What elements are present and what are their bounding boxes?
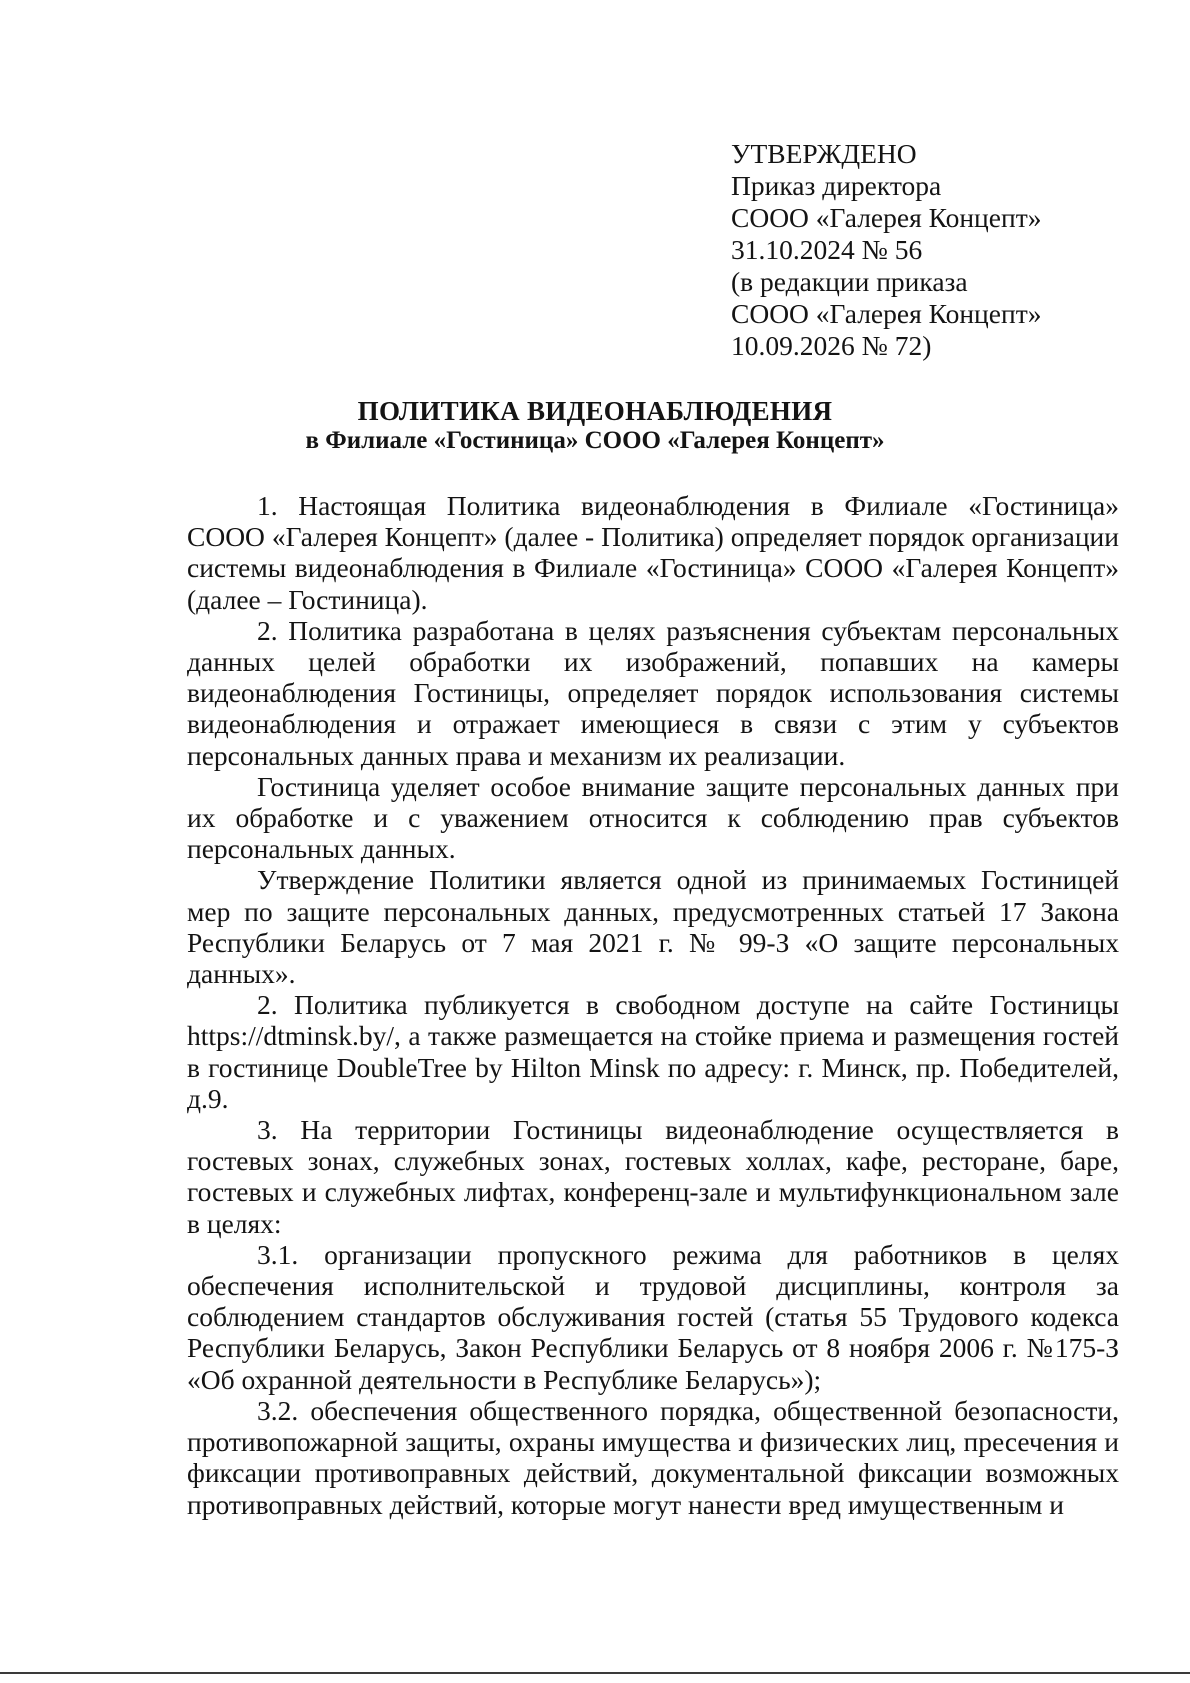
paragraph-3: Гостиница уделяет особое внимание защите персональных данных при их обработке и с уважением относится к соблюдению прав субъектов персональных данных.: [187, 770, 1119, 865]
approval-heading: УТВЕРЖДЕНО: [731, 138, 917, 169]
paragraph-8: 3.2. обеспечения общественного порядка, общественной безопасности, противопожарной защиты, охраны имущества и физических лиц, пресечения и фиксации противоправных действий, документальной фиксации возможных противоправных действий, которые могут нанести вред имущественным и: [187, 1394, 1119, 1520]
document-body: [187, 490, 1119, 1520]
approval-company-line: СООО «Галерея Концепт»: [731, 202, 1042, 233]
document-title: ПОЛИТИКА ВИДЕОНАБЛЮДЕНИЯ: [357, 396, 833, 426]
document-title-block: [0, 396, 1190, 456]
paragraph-5: 2. Политика публикуется в свободном доступе на сайте Гостиницы https://dtminsk.by/, а также размещается на стойке приема и размещения гостей в гостинице DoubleTree by Hilton Minsk по адресу: г. Минск, пр. Победителей, д.9.: [187, 989, 1119, 1114]
approval-date-number: 31.10.2024 № 56: [731, 234, 923, 265]
document-subtitle: в Филиале «Гостиница» СООО «Галерея Концепт»: [305, 427, 885, 454]
paragraph-6: 3. На территории Гостиницы видеонаблюдение осуществляется в гостевых зонах, служебных зонах, гостевых холлах, кафе, ресторане, баре, гостевых и служебных лифтах, конференц-зале и мультифункциональном зале в целях:: [187, 1114, 1119, 1239]
scan-edge-line: [0, 1672, 1190, 1674]
approval-revision-date: 10.09.2026 № 72): [731, 330, 932, 361]
approval-revision-line: (в редакции приказа: [731, 266, 968, 297]
paragraph-2: 2. Политика разработана в целях разъяснения субъектам персональных данных целей обработки их изображений, попавших на камеры видеонаблюдения Гостиницы, определяет порядок использования системы видеонаблюдения и отражает имеющиеся в связи с этим у субъектов персональных данных права и механизм их реализации.: [187, 614, 1119, 771]
paragraph-1: 1. Настоящая Политика видеонаблюдения в Филиале «Гостиница» СООО «Галерея Концепт» (далее - Политика) определяет порядок организации системы видеонаблюдения в Филиале «Гостиница» СООО «Галерея Концепт» (далее – Гостиница).: [187, 490, 1119, 615]
approval-revision-company: СООО «Галерея Концепт»: [731, 298, 1042, 329]
paragraph-7: 3.1. организации пропускного режима для работников в целях обеспечения исполнительской и трудовой дисциплины, контроля за соблюдением стандартов обслуживания гостей (статья 55 Трудового кодекса Республики Беларусь, Закон Республики Беларусь от 8 ноября 2006 г. №175-З «Об охранной деятельности в Республике Беларусь»);: [187, 1238, 1119, 1395]
approval-order-line: Приказ директора: [731, 170, 942, 201]
paragraph-4: Утверждение Политики является одной из принимаемых Гостиницей мер по защите персональных данных, предусмотренных статьей 17 Закона Республики Беларусь от 7 мая 2021 г. № 99-З «О защите персональных данных».: [187, 864, 1119, 990]
approval-block: [731, 138, 1041, 362]
